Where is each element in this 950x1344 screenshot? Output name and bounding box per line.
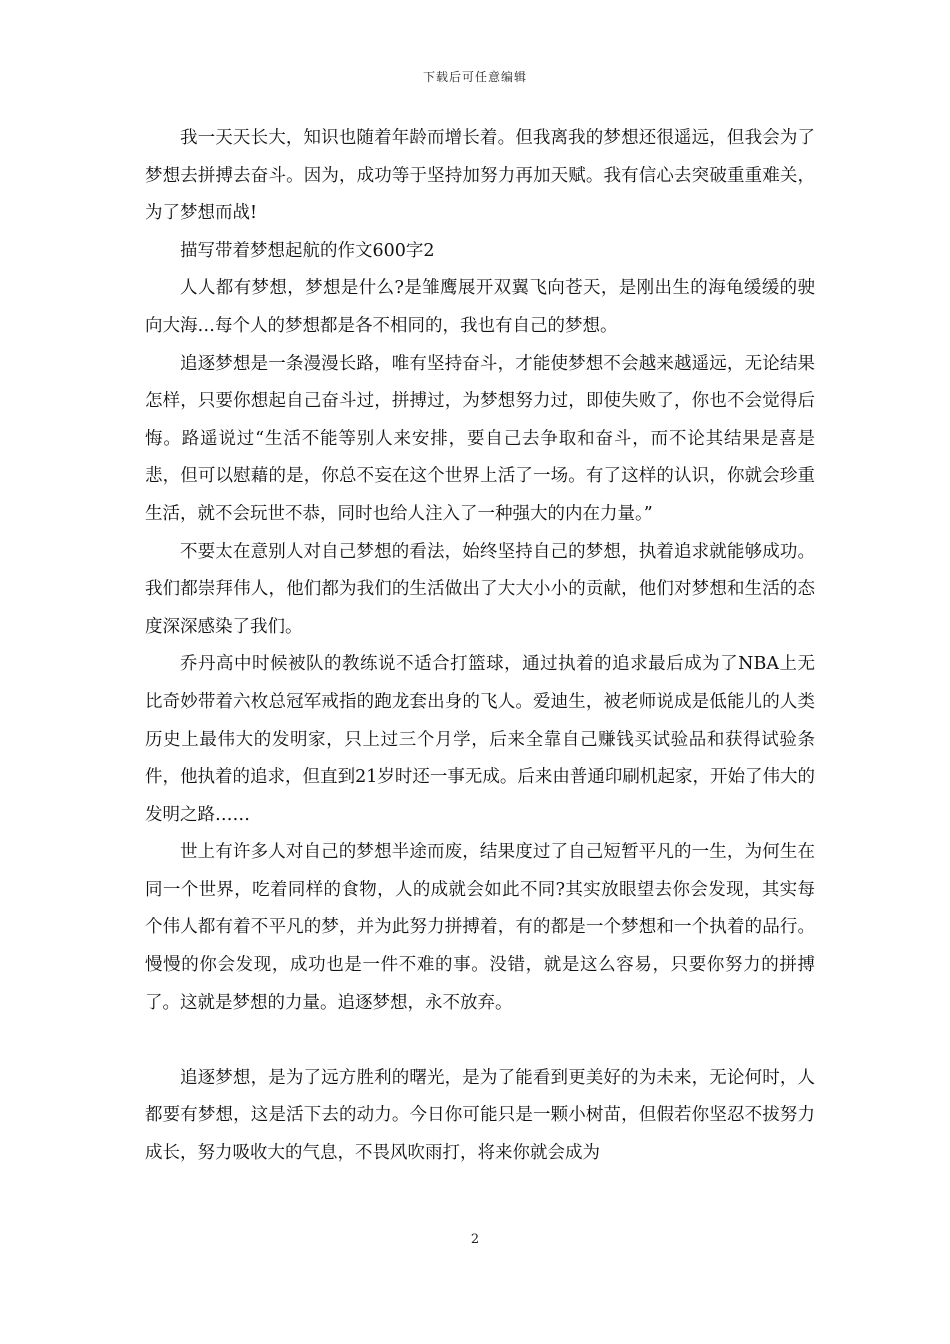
- paragraph-never-give-up: 世上有许多人对自己的梦想半途而废，结果度过了自己短暂平凡的一生，为何生在同一个世界，吃着同样的食物，人的成就会如此不同?其实放眼望去你会发现，其实每个伟人都有着不平凡的梦，并为此努力拼搏着，有的都是一个梦想和一个执着的品行。慢慢的你会发现，成功也是一件不难的事。没错，就是这么容易，只要你努力的拼搏了。这就是梦想的力量。追逐梦想，永不放弃。: [145, 842, 815, 1013]
- page-number: 2: [470, 1232, 480, 1247]
- paragraph-others-opinions: 不要太在意别人对自己梦想的看法，始终坚持自己的梦想，执着追求就能够成功。我们都崇拜伟人，他们都为我们的生活做出了大大小小的贡献，他们对梦想和生活的态度深深感染了我们。: [145, 541, 815, 637]
- paragraph-intro: 我一天天长大，知识也随着年龄而增长着。但我离我的梦想还很遥远，但我会为了梦想去拼搏去奋斗。因为，成功等于坚持加努力再加天赋。我有信心去突破重重难关，为了梦想而战!: [145, 128, 815, 224]
- paragraph-spacer: [145, 1022, 815, 1060]
- section-heading: 描写带着梦想起航的作文600字2: [180, 240, 435, 261]
- paragraph-what-is-dream: 人人都有梦想，梦想是什么?是雏鹰展开双翼飞向苍天，是刚出生的海龟缓缓的驶向大海…每个人的梦想都是各不相同的，我也有自己的梦想。: [145, 278, 815, 336]
- paragraph-conclusion: 追逐梦想，是为了远方胜利的曙光，是为了能看到更美好的为未来，无论何时，人都要有梦想，这是活下去的动力。今日你可能只是一颗小树苗，但假若你坚忍不拔努力成长，努力吸收大的气息，不畏风吹雨打，将来你就会成为: [145, 1067, 815, 1164]
- document-body: [145, 120, 815, 1173]
- paragraph-chasing-dream: 追逐梦想是一条漫漫长路，唯有坚持奋斗，才能使梦想不会越来越遥远，无论结果怎样，只要你想起自己奋斗过，拼搏过，为梦想努力过，即使失败了，你也不会觉得后悔。路遥说过“生活不能等别人来安排，要自己去争取和奋斗，而不论其结果是喜是悲，但可以慰藉的是，你总不妄在这个世界上活了一场。有了这样的认识，你就会珍重生活，就不会玩世不恭，同时也给人注入了一种强大的内在力量。”: [145, 353, 815, 524]
- paragraph-examples: 乔丹高中时候被队的教练说不适合打篮球，通过执着的追求最后成为了NBA上无比奇妙带着六枚总冠军戒指的跑龙套出身的飞人。爱迪生，被老师说成是低能儿的人类历史上最伟大的发明家，只上过三个月学，后来全靠自己赚钱买试验品和获得试验条件，他执着的追求，但直到21岁时还一事无成。后来由普通印刷机起家，开始了伟大的发明之路……: [145, 654, 815, 825]
- page-header: 下载后可任意编辑: [422, 70, 527, 84]
